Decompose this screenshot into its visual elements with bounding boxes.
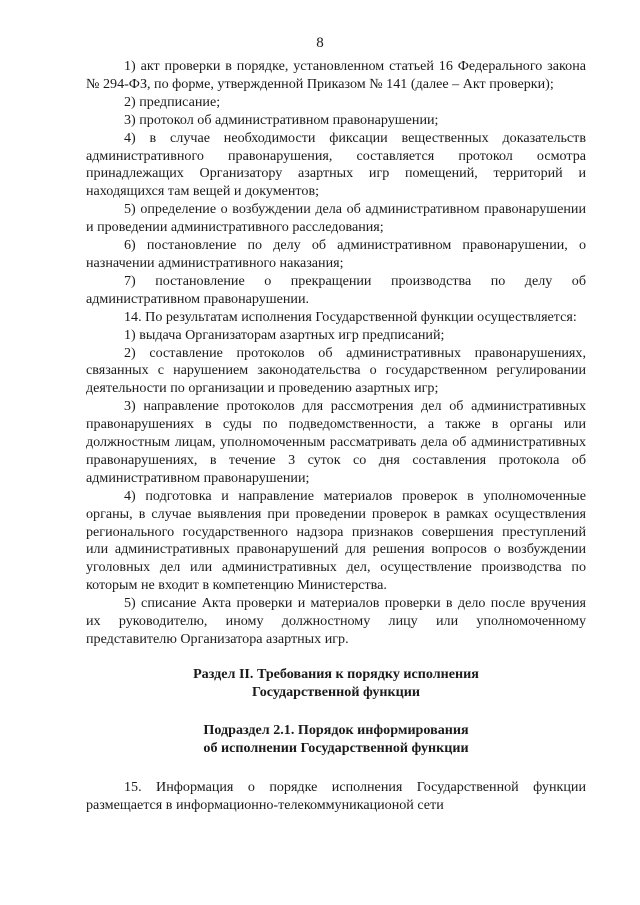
page-number: 8 <box>316 35 324 51</box>
subsection-heading <box>86 721 586 757</box>
list-item-termination: 7) постановление о прекращении производства по делу об административном правонарушении. <box>86 272 586 307</box>
result-item-archive: 5) списание Акта проверки и материалов проверки в дело после вручения их руководителю, иному должностному лицу или уполномоченному представителю Организатора азартных игр. <box>86 595 586 647</box>
list-item-order: 2) предписание; <box>124 93 221 110</box>
document-body <box>86 58 586 815</box>
result-item-orders: 1) выдача Организаторам азартных игр предписаний; <box>124 326 445 343</box>
clause-15: 15. Информация о порядке исполнения Государственной функции размещается в информационно-телекоммуникационой сети <box>86 778 586 813</box>
list-item-protocol: 3) протокол об административном правонарушении; <box>124 111 439 128</box>
section-heading-line-2: Государственной функции <box>251 683 421 700</box>
list-item-act: 1) акт проверки в порядке, установленном статьей 16 Федерального закона № 294-ФЗ, по форме, утвержденной Приказом № 141 (далее – Акт проверки); <box>86 58 586 92</box>
list-item-determination: 5) определение о возбуждении дела об административном правонарушении и проведении административного расследования; <box>86 201 586 236</box>
list-item-inspection-protocol: 4) в случае необходимости фиксации вещественных доказательств административного правонарушения, составляется протокол осмотра принадлежащих Организатору азартных игр помещений, территорий и находящихся там вещей и документов; <box>86 129 586 200</box>
section-heading-line-1: Раздел II. Требования к порядку исполнения <box>193 665 479 682</box>
subsection-heading-line-2: об исполнении Государственной функции <box>203 739 469 756</box>
result-item-courts: 3) направление протоколов для рассмотрения дел об административных правонарушениях в суды по подведомственности, а также в органы или должностным лицам, уполномоченным рассматривать дела об административных правонарушениях, в течение 3 суток со дня составления протокола об административном правонарушении; <box>86 398 586 486</box>
result-item-protocols: 2) составление протоколов об административных правонарушениях, связанных с нарушением законодательства о государственном регулировании деятельности по организации и проведению азартных игр; <box>86 344 586 397</box>
list-item-resolution: 6) постановление по делу об административном правонарушении, о назначении административного наказания; <box>86 237 586 271</box>
clause-14: 14. По результатам исполнения Государственной функции осуществляется: <box>124 308 577 325</box>
section-heading <box>86 665 586 701</box>
subsection-heading-line-1: Подраздел 2.1. Порядок информирования <box>203 721 469 738</box>
result-item-materials: 4) подготовка и направление материалов проверок в уполномоченные органы, в случае выявления при проведении проверок в рамках осуществления регионального государственного надзора признаков совершения преступлений или административных правонарушений для решения вопросов о возбуждении уголовных дел или административных дел, осуществление производства по которым не входит в компетенцию Министерства. <box>86 487 586 594</box>
